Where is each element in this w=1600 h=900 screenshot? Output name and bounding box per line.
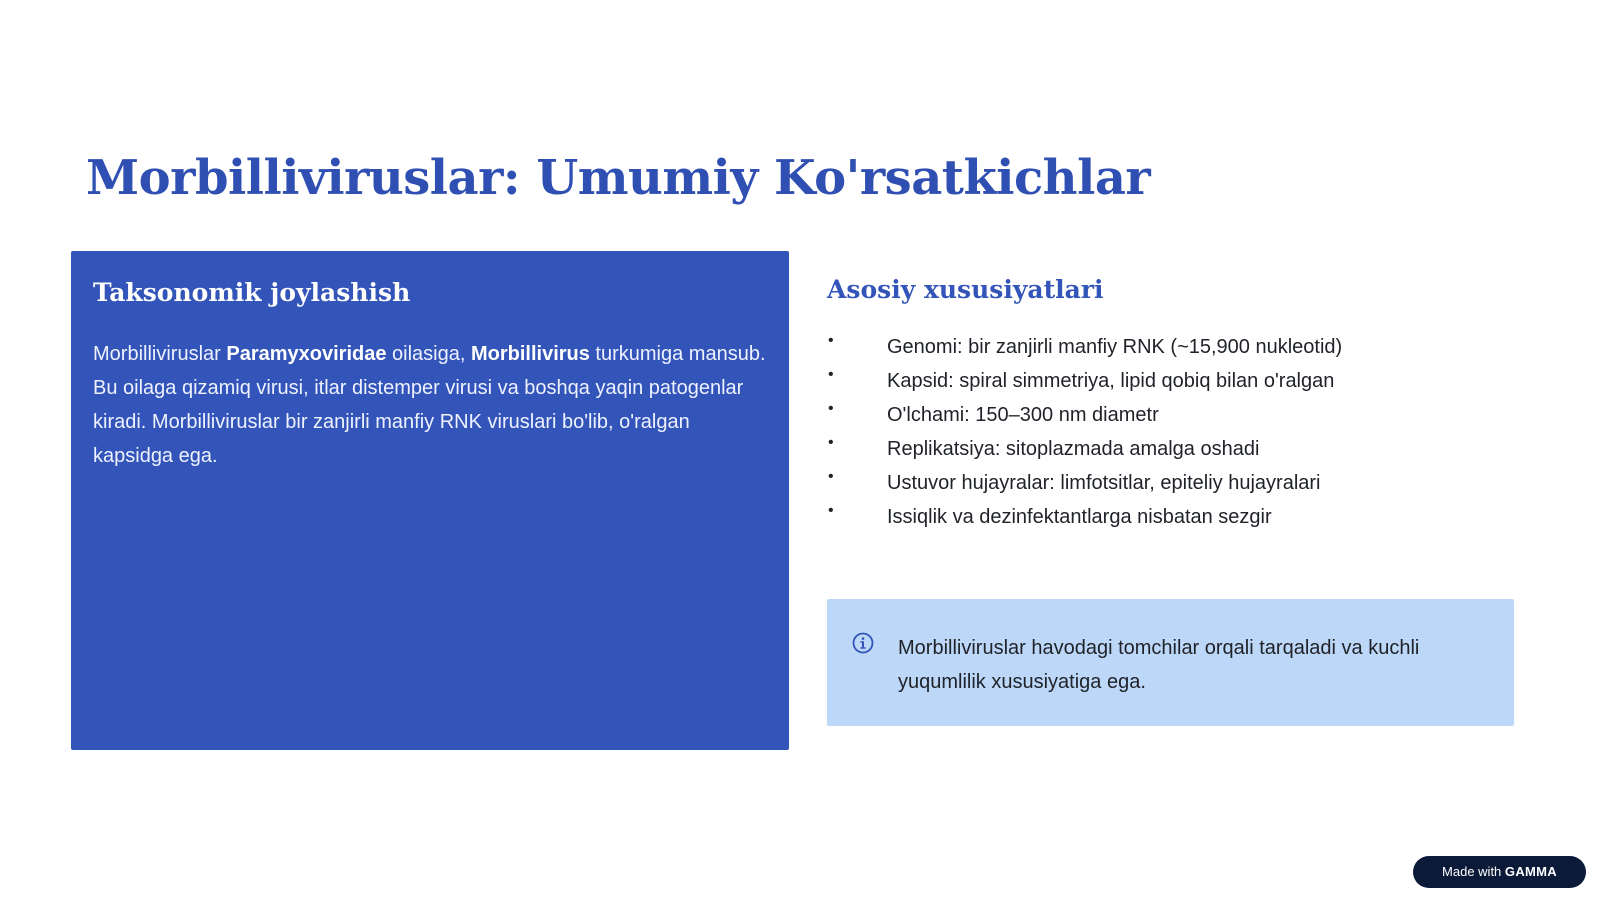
- taxonomy-heading: Taksonomik joylashish: [93, 278, 411, 307]
- feature-text: O'lchami: 150–300 nm diametr: [887, 404, 1159, 426]
- bullet-icon: •: [828, 366, 834, 383]
- made-with-gamma-badge[interactable]: [1413, 856, 1586, 888]
- bullet-icon: •: [828, 468, 834, 485]
- bullet-icon: •: [828, 400, 834, 417]
- feature-text: Ustuvor hujayralar: limfotsitlar, epiteliy hujayralari: [887, 472, 1321, 494]
- taxonomy-text-part-1: Morbilliviruslar: [93, 343, 227, 365]
- features-heading: Asosiy xususiyatlari: [827, 275, 1104, 304]
- taxonomy-text-part-2: oilasiga,: [386, 343, 471, 365]
- feature-item: [827, 432, 1517, 466]
- bullet-icon: •: [828, 434, 834, 451]
- feature-item: [827, 330, 1517, 364]
- feature-text: Issiqlik va dezinfektantlarga nisbatan sezgir: [887, 506, 1272, 528]
- feature-text: Genomi: bir zanjirli manfiy RNK (~15,900 nukleotid): [887, 336, 1343, 358]
- genus-name: Morbillivirus: [470, 343, 590, 365]
- info-icon: [852, 632, 874, 654]
- bullet-icon: •: [828, 332, 834, 349]
- family-name: Paramyxoviridae: [226, 343, 387, 365]
- feature-text: Kapsid: spiral simmetriya, lipid qobiq bilan o'ralgan: [887, 370, 1335, 392]
- taxonomy-text: [93, 337, 767, 473]
- features-list: [827, 330, 1517, 534]
- features-section: [827, 272, 1517, 534]
- info-callout: [827, 599, 1514, 726]
- feature-item: [827, 398, 1517, 432]
- slide-title: Morbilliviruslar: Umumiy Ko'rsatkichlar: [86, 150, 1151, 206]
- feature-item: [827, 466, 1517, 500]
- taxonomy-card: [71, 251, 789, 750]
- info-text: Morbilliviruslar havodagi tomchilar orqali tarqaladi va kuchli yuqumlilik xususiyatiga ega.: [898, 637, 1420, 693]
- feature-text: Replikatsiya: sitoplazmada amalga oshadi: [887, 438, 1260, 460]
- feature-item: [827, 364, 1517, 398]
- feature-item: [827, 500, 1517, 534]
- taxonomy-text-part-3: turkumiga mansub. Bu oilaga qizamiq virusi, itlar distemper virusi va boshqa yaqin patogenlar kiradi. Morbilliviruslar bir zanjirli manfiy RNK viruslari bo'lib, o'ralgan kapsidga ega.: [93, 343, 766, 467]
- gamma-logo: GAMMA: [1504, 864, 1557, 879]
- badge-prefix: Made with: [1442, 864, 1505, 879]
- bullet-icon: •: [828, 502, 834, 519]
